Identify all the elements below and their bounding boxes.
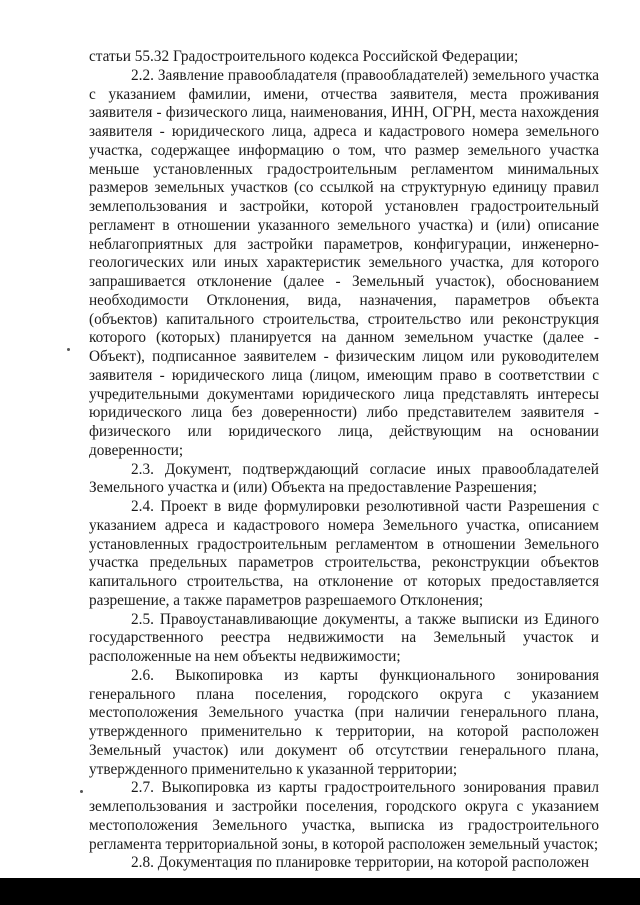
- paragraph-2-6: 2.6. Выкопировка из карты функционального зонирования генерального плана поселения, городского округа с указанием местоположения Земельного участка (при наличии генерального плана, утвержденного применительно к территории, на которой расположен Земельный участок) или документ об отсутствии генерального плана, утвержденного применительно к указанной территории;: [89, 666, 599, 778]
- paragraph-2-7: 2.7. Выкопировка из карты градостроительного зонирования правил землепользования и застройки поселения, городского округа с указанием местоположения Земельного участка, выписка из градостроительного регламента территориальной зоны, в которой расположен земельный участок;: [89, 779, 599, 853]
- scan-speck: [67, 348, 70, 351]
- paragraph-2-8: 2.8. Документация по планировке территории, на которой расположен: [131, 854, 590, 872]
- paragraph-2-5: 2.5. Правоустанавливающие документы, а также выписки из Единого государственного реестра недвижимости на Земельный участок и расположенные на нем объекты недвижимости;: [89, 610, 599, 665]
- paragraph-2-4: 2.4. Проект в виде формулировки резолютивной части Разрешения с указанием адреса и кадастрового номера Земельного участка, описанием установленных градостроительным регламентом в отношении Земельного участка предельных параметров строительства, реконструкции объектов капитального строительства, на отклонение от которых предоставляется разрешение, а также параметров разрешаемого Отклонения;: [89, 498, 599, 609]
- paragraph-2-3: 2.3. Документ, подтверждающий согласие иных правообладателей Земельного участка и (или) Объекта на предоставление Разрешения;: [89, 460, 599, 497]
- paragraph-article-continuation: статьи 55.32 Градостроительного кодекса Российской Федерации;: [89, 48, 519, 65]
- scan-speck: [80, 790, 83, 793]
- document-body: [89, 48, 599, 873]
- scan-bottom-edge: [0, 878, 640, 905]
- paragraph-2-2: 2.2. Заявление правообладателя (правообладателей) земельного участка с указанием фамилии, имени, отчества заявителя, места проживания заявителя - физического лица, наименования, ИНН, ОГРН, места нахождения заявителя - юридического лица, адреса и кадастрового номера земельного участка, содержащее информацию о том, что размер земельного участка меньше установленных градостроительным регламентом минимальных размеров земельных участков (со ссылкой на структурную единицу правил землепользования и застройки, которой установлен градостроительный регламент в отношении указанного земельного участка) и (или) описание неблагоприятных для застройки параметров, конфигурации, инженерно-геологических или иных характеристик земельного участка, для которого запрашивается отклонение (далее - Земельный участок), обоснованием необходимости Отклонения, вида, назначения, параметров объекта (объектов) капитального строительства, строительство или реконструкция которого (которых) планируется на данном земельном участке (далее - Объект), подписанное заявителем - физическим лицом или руководителем заявителя - юридического лица (лицом, имеющим право в соответствии с учредительными документами юридического лица представлять интересы юридического лица без доверенности) либо представителем заявителя - физического или юридического лица, действующим на основании доверенности;: [89, 66, 599, 459]
